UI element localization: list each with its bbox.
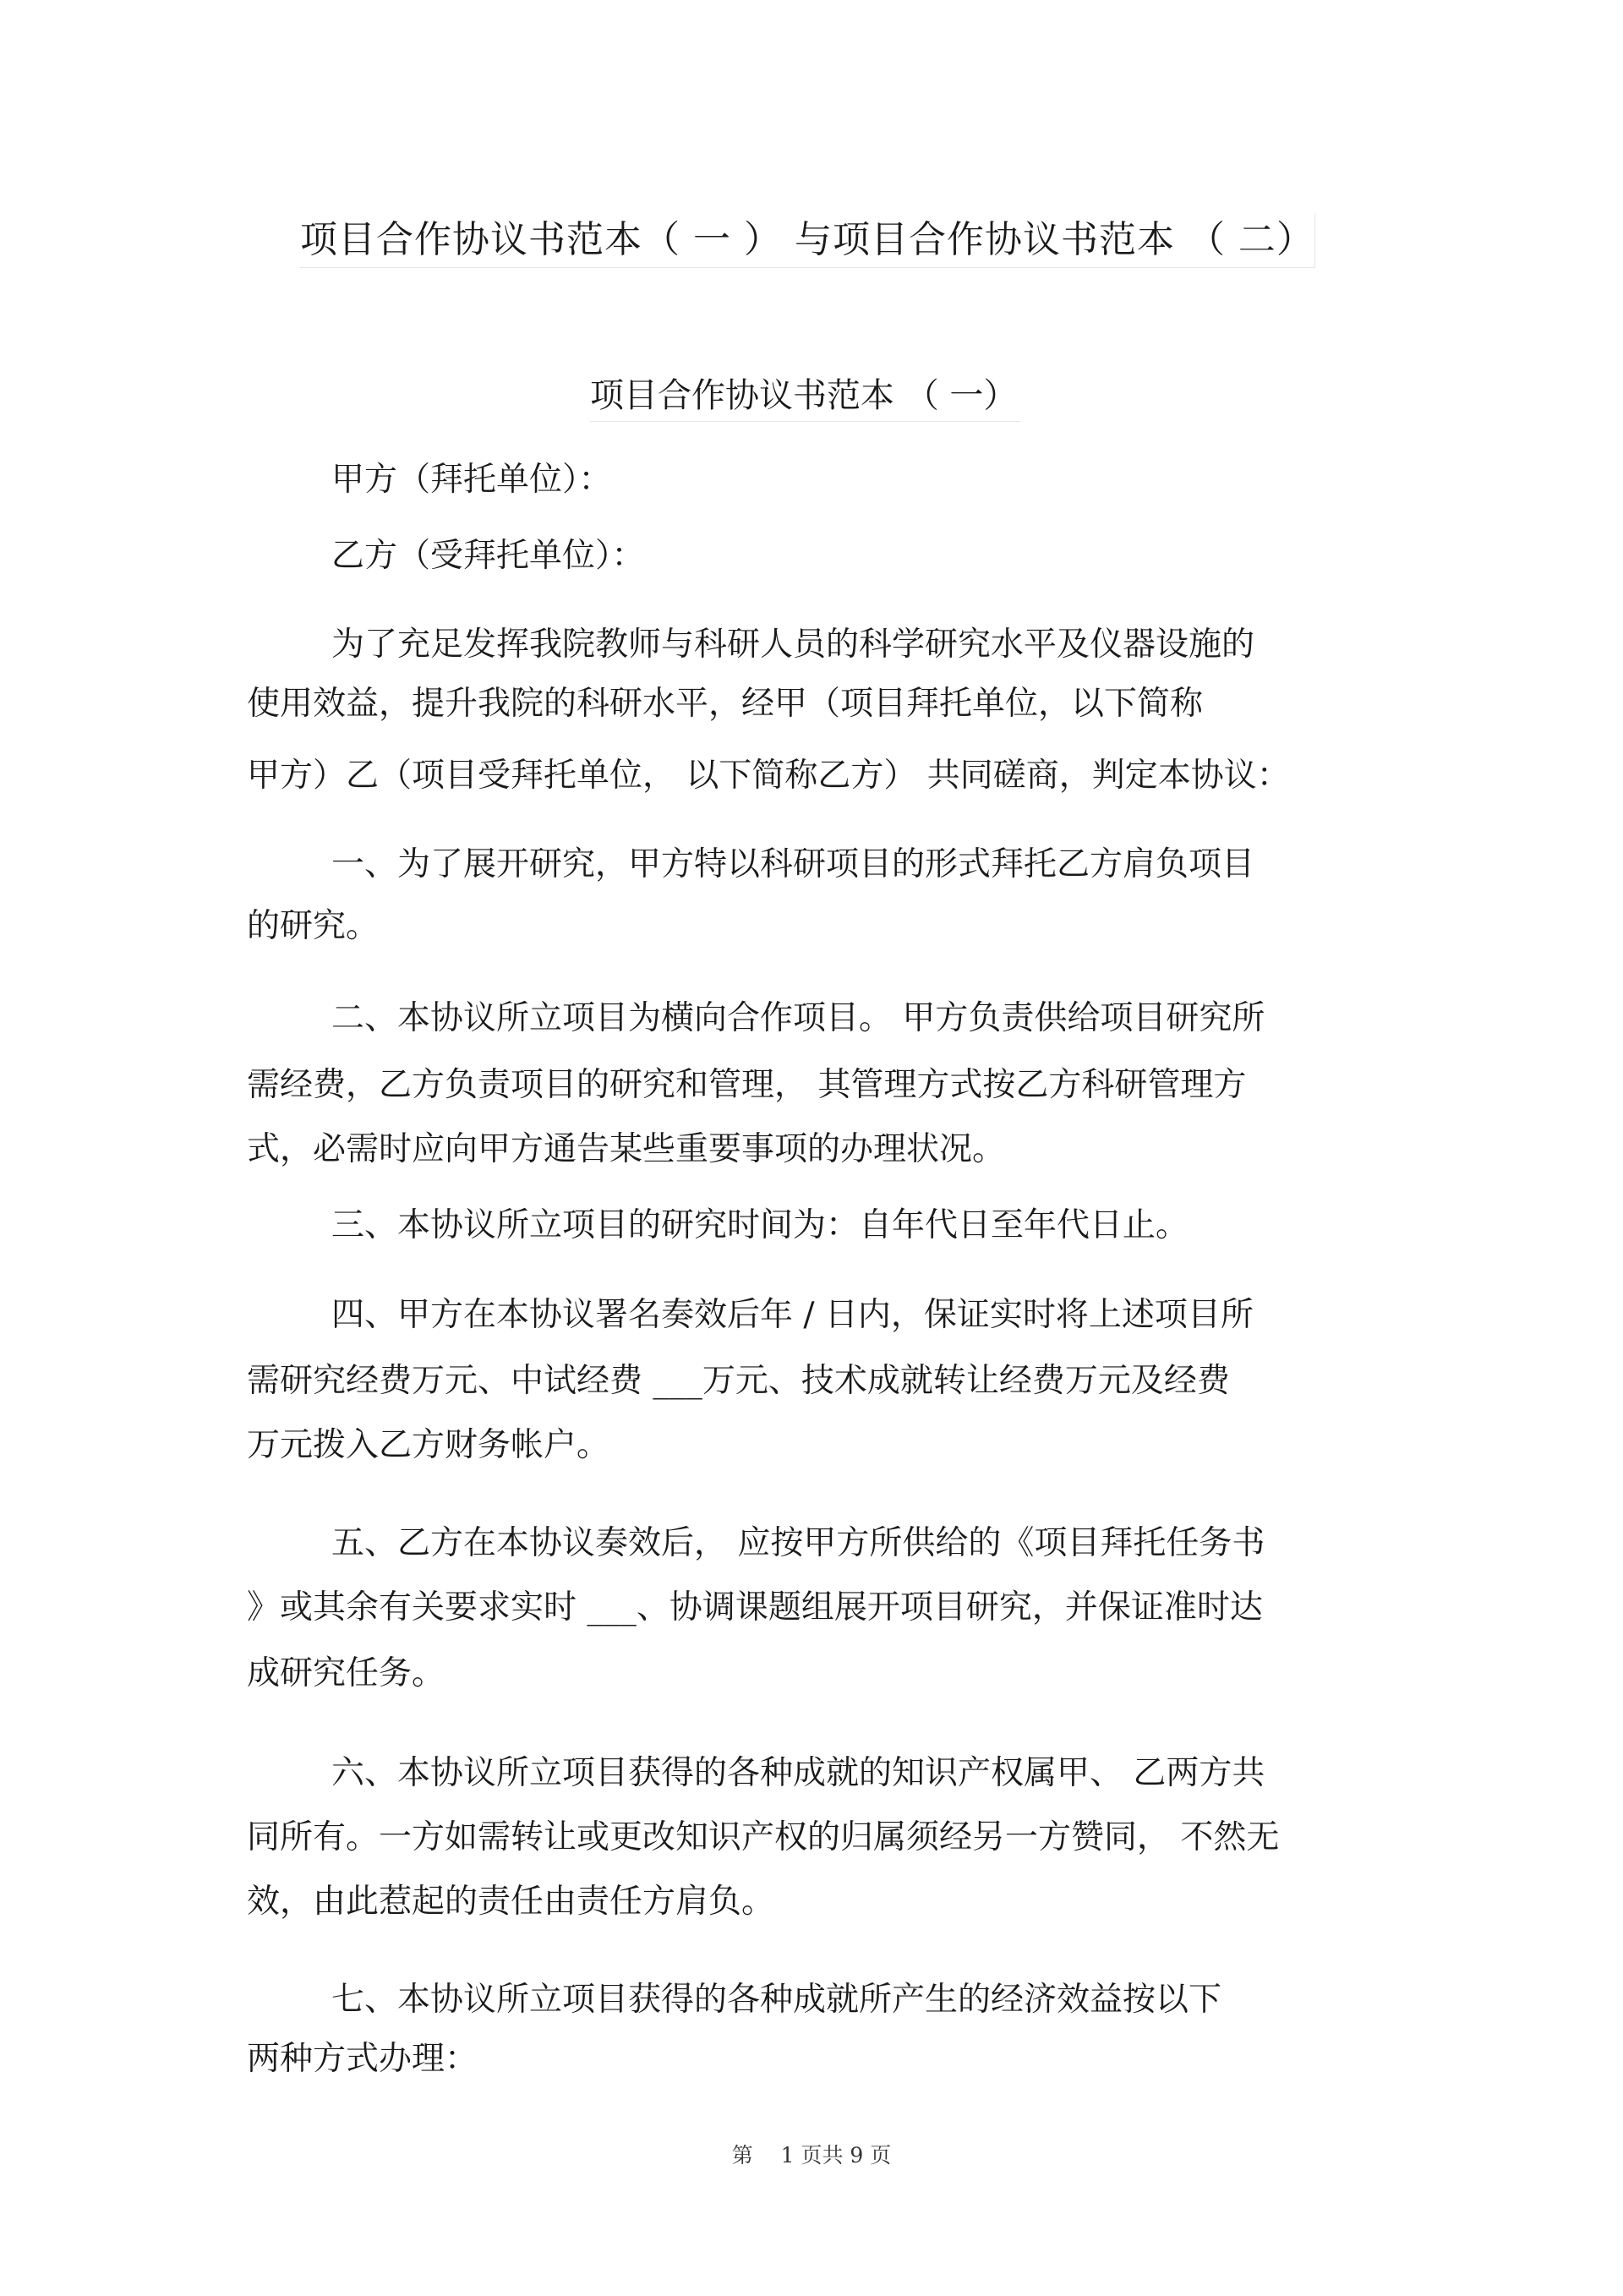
paragraph-line: 同所有。一方如需转让或更改知识产权的归属须经另一方赞同， 不然无 xyxy=(247,1818,1280,1856)
party-b-line: 乙方（受拜托单位）： xyxy=(331,537,645,575)
paragraph-line: 成研究任务。 xyxy=(247,1654,445,1692)
paragraph-line: 》或其余有关要求实时 ___、协调课题组展开项目研究，并保证准时达 xyxy=(247,1588,1263,1626)
paragraph-line: 三、本协议所立项目的研究时间为：自年代日至年代日止。 xyxy=(331,1206,1189,1244)
paragraph-line: 需经费，乙方负责项目的研究和管理， 其管理方式按乙方科研管理方 xyxy=(247,1066,1247,1104)
section-title: 项目合作协议书范本 （ 一） xyxy=(590,370,1020,422)
paragraph-line: 两种方式办理： xyxy=(247,2040,478,2078)
paragraph-line: 四、甲方在本协议署名奏效后年 / 日内，保证实时将上述项目所 xyxy=(331,1296,1254,1334)
paragraph-line: 万元拨入乙方财务帐户。 xyxy=(247,1426,610,1464)
page-footer: 第 1 页共 9 页 xyxy=(731,2143,892,2168)
paragraph-line: 甲方）乙（项目受拜托单位， 以下简称乙方） 共同磋商，判定本协议： xyxy=(247,757,1290,795)
paragraph-line: 使用效益，提升我院的科研水平，经甲（项目拜托单位，以下简称 xyxy=(247,685,1204,723)
party-a-line: 甲方（拜托单位）： xyxy=(331,461,612,499)
paragraph-line: 七、本协议所立项目获得的各种成就所产生的经济效益按以下 xyxy=(331,1981,1222,2019)
paragraph-line: 二、本协议所立项目为横向合作项目。 甲方负责供给项目研究所 xyxy=(331,999,1265,1037)
paragraph-line: 六、本协议所立项目获得的各种成就的知识产权属甲、 乙两方共 xyxy=(331,1754,1265,1792)
paragraph-line: 为了充足发挥我院教师与科研人员的科学研究水平及仪器设施的 xyxy=(331,626,1255,664)
paragraph-line: 需研究经费万元、中试经费 ___万元、技术成就转让经费万元及经费 xyxy=(247,1362,1230,1400)
paragraph-line: 效，由此惹起的责任由责任方肩负。 xyxy=(247,1883,775,1921)
document-title: 项目合作协议书范本（ 一 ） 与项目合作协议书范本 （ 二） xyxy=(300,213,1315,268)
paragraph-line: 的研究。 xyxy=(247,907,380,945)
paragraph-line: 一、为了展开研究，甲方特以科研项目的形式拜托乙方肩负项目 xyxy=(331,845,1255,883)
paragraph-line: 五、乙方在本协议奏效后， 应按甲方所供给的《项目拜托任务书 xyxy=(331,1524,1265,1562)
paragraph-line: 式，必需时应向甲方通告某些重要事项的办理状况。 xyxy=(247,1130,1006,1168)
